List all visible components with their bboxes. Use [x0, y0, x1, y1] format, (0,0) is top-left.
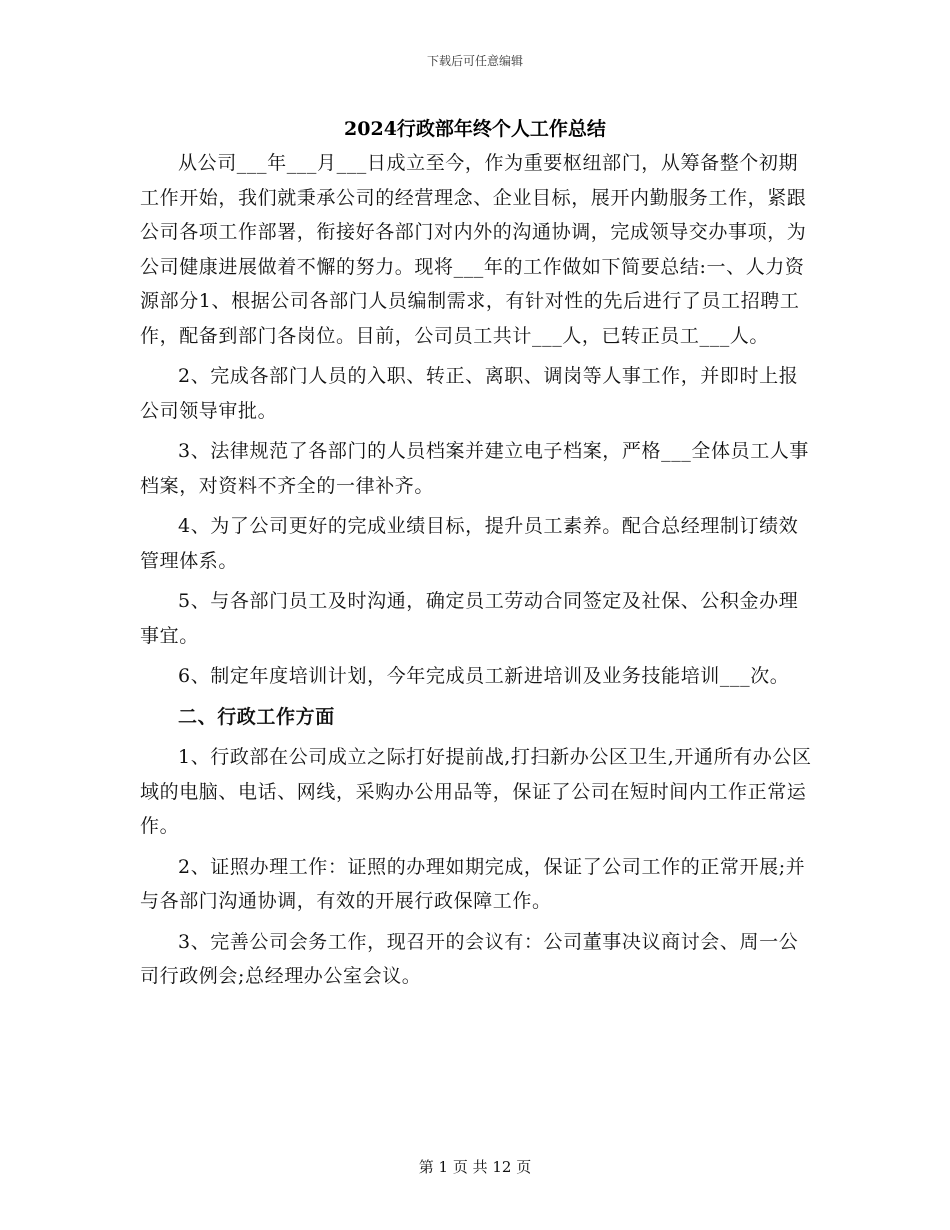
paragraph-hr-4: 4、为了公司更好的完成业绩目标，提升员工素养。配合总经理制订绩效管理体系。 [140, 515, 799, 572]
paragraph-intro: 从公司___年___月___日成立至今，作为重要枢纽部门，从筹备整个初期工作开始，我们就秉承公司的经营理念、企业目标，展开内勤服务工作，紧跟公司各项工作部署，衔接好各部门对内外的沟通协调，完成领导交办事项，为公司健康进展做着不懈的努力。现将___年的工作做如下简要总结:一、人力资源部分1、根据公司各部门人员编制需求，有针对性的先后进行了员工招聘工作，配备到部门各岗位。目前，公司员工共计___人，已转正员工___人。 [140, 152, 807, 347]
paragraph-hr-3: 3、法律规范了各部门的人员档案并建立电子档案，严格___全体员工人事档案，对资料不齐全的一律补齐。 [140, 440, 809, 497]
paragraph-hr-5: 5、与各部门员工及时沟通，确定员工劳动合同签定及社保、公积金办理事宜。 [140, 590, 799, 647]
section-heading-admin: 二、行政工作方面 [178, 705, 335, 728]
page-header-note: 下载后可任意编辑 [426, 54, 523, 68]
document-title: 2024行政部年终个人工作总结 [344, 118, 606, 140]
page-number-footer: 第 1 页 共 12 页 [418, 1158, 532, 1176]
document-body [140, 146, 812, 1000]
paragraph-admin-3: 3、完善公司会务工作，现召开的会议有：公司董事决议商讨会、周一公司行政例会;总经理办公室会议。 [140, 930, 799, 987]
paragraph-hr-6: 6、制定年度培训计划，今年完成员工新进培训及业务技能培训___次。 [178, 665, 790, 687]
paragraph-admin-1: 1、行政部在公司成立之际打好提前战,打扫新办公区卫生,开通所有办公区域的电脑、电话、网线，采购办公用品等，保证了公司在短时间内工作正常运作。 [140, 746, 812, 837]
paragraph-hr-2: 2、完成各部门人员的入职、转正、离职、调岗等人事工作，并即时上报公司领导审批。 [140, 365, 799, 422]
paragraph-admin-2: 2、证照办理工作：证照的办理如期完成，保证了公司工作的正常开展;并与各部门沟通协调，有效的开展行政保障工作。 [140, 855, 806, 912]
